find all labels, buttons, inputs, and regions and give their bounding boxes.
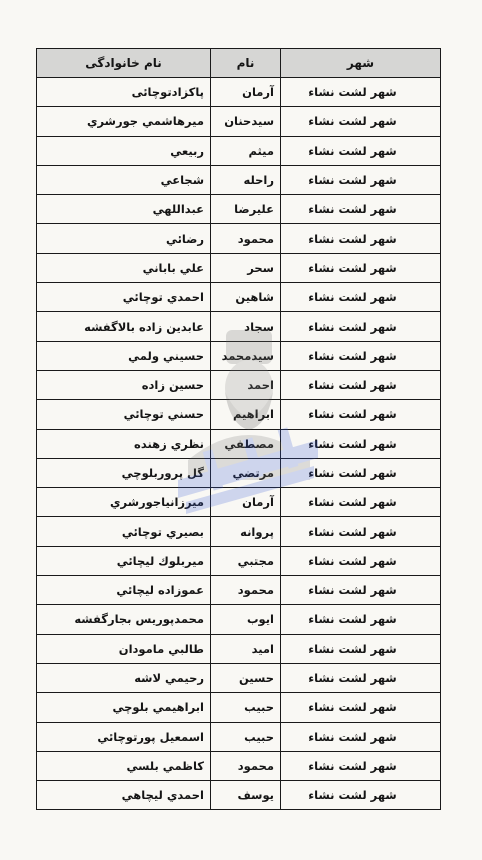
table-row <box>37 488 441 517</box>
table-row <box>37 283 441 312</box>
cell-family: گل پروربلوچي <box>37 458 211 487</box>
cell-name: پروانه <box>211 517 281 546</box>
cell-family: عبداللهي <box>37 195 211 224</box>
table-row <box>37 165 441 194</box>
table-row <box>37 605 441 634</box>
cell-city: شهر لشت نشاء <box>281 107 441 136</box>
cell-name: علیرضا <box>211 195 281 224</box>
cell-name: راحله <box>211 165 281 194</box>
table-row <box>37 400 441 429</box>
cell-city: شهر لشت نشاء <box>281 136 441 165</box>
table-header-row <box>37 49 441 78</box>
cell-name: سیدمحمد <box>211 341 281 370</box>
cell-city: شهر لشت نشاء <box>281 224 441 253</box>
table-row <box>37 546 441 575</box>
cell-city: شهر لشت نشاء <box>281 370 441 399</box>
cell-name: یوسف <box>211 781 281 810</box>
cell-city: شهر لشت نشاء <box>281 663 441 692</box>
cell-family: نظري زهنده <box>37 429 211 458</box>
cell-family: حسیني ولمي <box>37 341 211 370</box>
cell-name: ابراهیم <box>211 400 281 429</box>
cell-name: امید <box>211 634 281 663</box>
table-row <box>37 751 441 780</box>
cell-city: شهر لشت نشاء <box>281 488 441 517</box>
cell-city: شهر لشت نشاء <box>281 400 441 429</box>
cell-name: مصطفي <box>211 429 281 458</box>
cell-city: شهر لشت نشاء <box>281 312 441 341</box>
header-name: نام <box>211 49 281 78</box>
cell-city: شهر لشت نشاء <box>281 458 441 487</box>
cell-family: اسمعیل پورتوچائي <box>37 722 211 751</box>
cell-name: محمود <box>211 224 281 253</box>
cell-city: شهر لشت نشاء <box>281 78 441 107</box>
table-row <box>37 634 441 663</box>
table-row <box>37 107 441 136</box>
cell-name: سیدحنان <box>211 107 281 136</box>
table-row <box>37 312 441 341</box>
table-body <box>37 78 441 810</box>
table-row <box>37 370 441 399</box>
cell-city: شهر لشت نشاء <box>281 605 441 634</box>
cell-family: محمدپوریس بجارگفشه <box>37 605 211 634</box>
cell-family: احمدي توچائي <box>37 283 211 312</box>
table-row <box>37 429 441 458</box>
cell-name: سجاد <box>211 312 281 341</box>
cell-family: ابراهیمي بلوچي <box>37 693 211 722</box>
cell-city: شهر لشت نشاء <box>281 693 441 722</box>
cell-city: شهر لشت نشاء <box>281 781 441 810</box>
cell-family: رحیمي لاشه <box>37 663 211 692</box>
table-row <box>37 458 441 487</box>
table-row <box>37 576 441 605</box>
cell-name: آرمان <box>211 78 281 107</box>
table-row <box>37 341 441 370</box>
cell-family: پاکزادتوچائی <box>37 78 211 107</box>
table-row <box>37 195 441 224</box>
cell-family: میرهاشمي جورشري <box>37 107 211 136</box>
table-row <box>37 253 441 282</box>
cell-family: بصیري توچائي <box>37 517 211 546</box>
cell-family: میرزانیاجورشري <box>37 488 211 517</box>
cell-city: شهر لشت نشاء <box>281 195 441 224</box>
table-row <box>37 517 441 546</box>
cell-city: شهر لشت نشاء <box>281 546 441 575</box>
cell-name: حسین <box>211 663 281 692</box>
cell-name: شاهین <box>211 283 281 312</box>
cell-family: میربلوك لیچائي <box>37 546 211 575</box>
names-table <box>36 48 441 810</box>
cell-name: میثم <box>211 136 281 165</box>
cell-city: شهر لشت نشاء <box>281 576 441 605</box>
cell-family: حسني توچائي <box>37 400 211 429</box>
table-row <box>37 224 441 253</box>
cell-family: احمدي لیچاهي <box>37 781 211 810</box>
table-row <box>37 663 441 692</box>
cell-city: شهر لشت نشاء <box>281 283 441 312</box>
cell-name: حبیب <box>211 693 281 722</box>
table-row <box>37 78 441 107</box>
cell-city: شهر لشت نشاء <box>281 517 441 546</box>
cell-city: شهر لشت نشاء <box>281 429 441 458</box>
cell-family: ربیعي <box>37 136 211 165</box>
cell-family: رضائي <box>37 224 211 253</box>
cell-city: شهر لشت نشاء <box>281 634 441 663</box>
cell-family: حسین زاده <box>37 370 211 399</box>
header-city: شهر <box>281 49 441 78</box>
cell-city: شهر لشت نشاء <box>281 341 441 370</box>
cell-name: محمود <box>211 751 281 780</box>
cell-name: محمود <box>211 576 281 605</box>
header-family: نام خانوادگی <box>37 49 211 78</box>
names-table-wrapper <box>36 48 440 810</box>
cell-family: عموزاده لیچائي <box>37 576 211 605</box>
cell-family: طالبي مامودان <box>37 634 211 663</box>
cell-family: علي باباني <box>37 253 211 282</box>
cell-name: مجتبي <box>211 546 281 575</box>
table-row <box>37 693 441 722</box>
cell-family: کاظمي بلسي <box>37 751 211 780</box>
cell-family: شجاعي <box>37 165 211 194</box>
table-row <box>37 136 441 165</box>
table-row <box>37 722 441 751</box>
table-row <box>37 781 441 810</box>
cell-city: شهر لشت نشاء <box>281 722 441 751</box>
cell-name: مرتضي <box>211 458 281 487</box>
cell-name: سحر <box>211 253 281 282</box>
cell-city: شهر لشت نشاء <box>281 751 441 780</box>
cell-city: شهر لشت نشاء <box>281 165 441 194</box>
cell-name: حبیب <box>211 722 281 751</box>
cell-family: عابدین زاده بالاگفشه <box>37 312 211 341</box>
cell-name: ایوب <box>211 605 281 634</box>
cell-city: شهر لشت نشاء <box>281 253 441 282</box>
cell-name: احمد <box>211 370 281 399</box>
cell-name: آرمان <box>211 488 281 517</box>
